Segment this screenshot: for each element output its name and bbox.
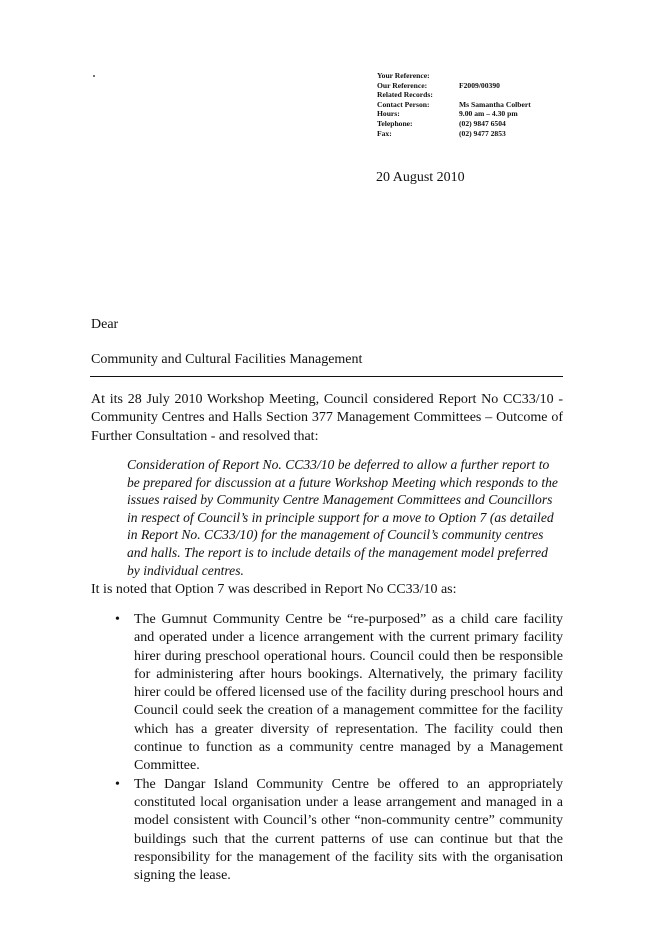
resolution-line: Consideration of Report No. CC33/10 be deferred to allow a further report to bbox=[127, 457, 550, 472]
list-item bbox=[108, 776, 563, 886]
reference-value: Ms Samantha Colbert bbox=[459, 99, 531, 109]
resolution-line: in respect of Council’s in principle support for a move to Option 7 (as detailed bbox=[127, 509, 554, 525]
resolution-line: by individual centres. bbox=[127, 562, 244, 578]
reference-label: Your Reference: bbox=[377, 71, 430, 80]
resolution-quote bbox=[127, 456, 563, 579]
bullet-text: The Gumnut Community Centre be “re-purposed” as a child care facility and operated under a licence arrangement with the current primary facility hirer during preschool operational hours. Council could then be responsible for administering after hours bookings. Alternatively, the primary facility hirer could be offered licensed use of the facility during preschool hours and Council could seek the creation of a management committee for the facility which has a greater diversity of representation. The facility could then continue to function as a community centre managed by a Management Committee. bbox=[134, 612, 563, 774]
scan-speck bbox=[93, 75, 95, 77]
bullet-text: The Dangar Island Community Centre be offered to an appropriately constituted local organisation under a lease arrangement and managed in a model consistent with Council’s other “non-community centre” community buildings such that the current patterns of use can continue but that the responsibility for the management of the facility sits with the organisation signing the lease. bbox=[134, 776, 563, 884]
reference-row bbox=[377, 100, 531, 110]
reference-label: Telephone: bbox=[377, 118, 413, 128]
subject-line: Community and Cultural Facilities Management bbox=[91, 352, 363, 367]
reference-row bbox=[377, 119, 531, 129]
reference-value: (02) 9847 6504 bbox=[459, 118, 506, 128]
resolution-line: issues raised by Community Centre Management Committees and Councillors bbox=[127, 492, 553, 508]
reference-label: Hours: bbox=[377, 109, 400, 119]
reference-value: 9.00 am – 4.30 pm bbox=[459, 109, 518, 119]
reference-label: Related Records: bbox=[377, 90, 433, 100]
resolution-line: be prepared for discussion at a future Workshop Meeting which responds to the bbox=[127, 474, 558, 490]
reference-row bbox=[377, 129, 531, 139]
reference-row bbox=[377, 81, 531, 91]
reference-row bbox=[377, 71, 531, 81]
reference-label: Fax: bbox=[377, 128, 392, 138]
subject-divider bbox=[90, 376, 563, 377]
bullet-icon: • bbox=[115, 776, 120, 792]
option-intro-paragraph: It is noted that Option 7 was described in Report No CC33/10 as: bbox=[91, 582, 457, 597]
reference-value: (02) 9477 2853 bbox=[459, 128, 506, 138]
reference-block bbox=[377, 71, 531, 138]
letter-date: 20 August 2010 bbox=[376, 170, 465, 185]
resolution-line: and halls. The report is to include details of the management model preferred bbox=[127, 544, 548, 560]
list-item bbox=[108, 611, 563, 776]
reference-row bbox=[377, 90, 531, 100]
reference-label: Our Reference: bbox=[377, 80, 428, 90]
intro-paragraph: At its 28 July 2010 Workshop Meeting, Council considered Report No CC33/10 - Community Centres and Halls Section 377 Management Committees – Outcome of Further Consultation - and resolved that: bbox=[91, 392, 563, 444]
bullet-icon: • bbox=[115, 612, 120, 627]
reference-value: F2009/00390 bbox=[459, 80, 500, 90]
option-bullet-list bbox=[108, 611, 563, 885]
salutation: Dear bbox=[91, 317, 119, 332]
reference-row bbox=[377, 109, 531, 119]
reference-label: Contact Person: bbox=[377, 99, 430, 109]
resolution-line: in Report No. CC33/10) for the management of Council’s community centres bbox=[127, 527, 544, 543]
